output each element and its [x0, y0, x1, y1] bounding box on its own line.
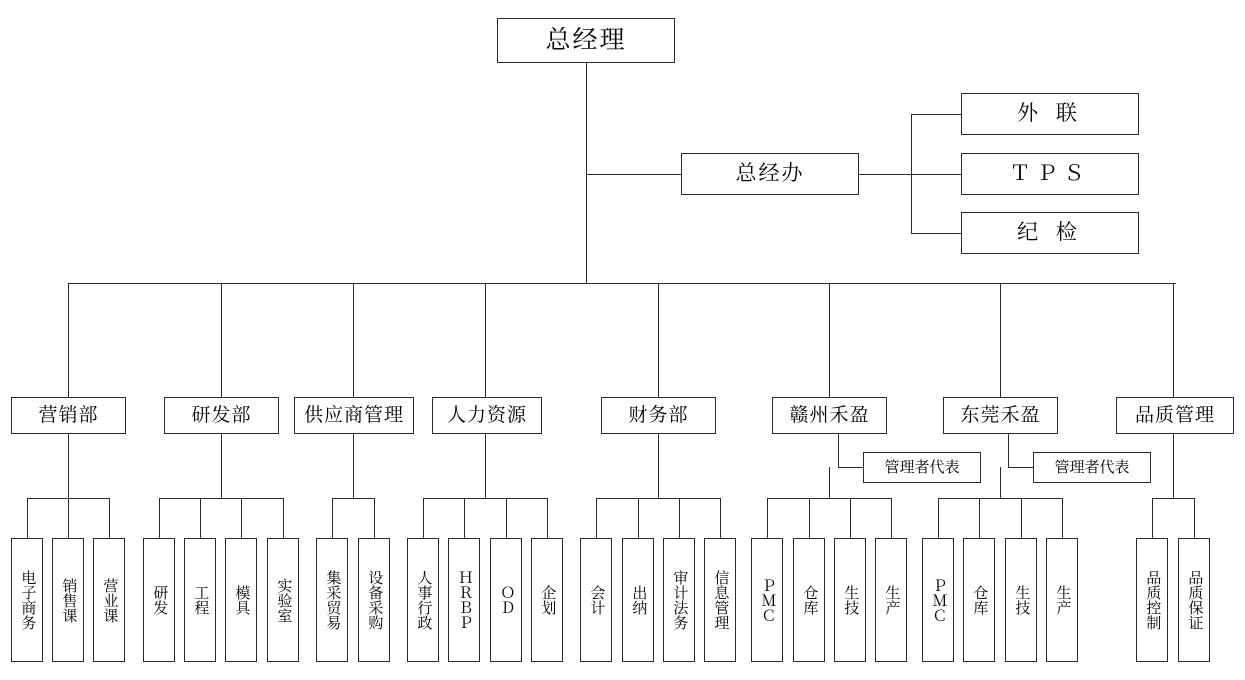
node-label: 人力资源 [446, 404, 527, 426]
node-equipment-purchasing[interactable] [358, 538, 390, 662]
connector-quality-stem [1173, 434, 1174, 498]
node-tps[interactable] [961, 153, 1139, 195]
node-label: 营业课 [101, 577, 119, 623]
node-sales-section[interactable] [52, 538, 84, 662]
connector-ganzhou-leaf-3 [850, 498, 851, 538]
node-label: 模具 [233, 585, 251, 615]
node-external-relations[interactable] [961, 93, 1139, 135]
connector-rd-leaf-4 [283, 498, 284, 538]
node-label: 销售课 [60, 577, 78, 623]
connector-ganzhou-bus [767, 498, 891, 499]
node-cashier[interactable] [622, 538, 654, 662]
node-label: ＨＲＢＰ [456, 570, 474, 630]
connector-dongguan-leaf-1 [938, 498, 939, 538]
node-dept-rd[interactable] [164, 397, 279, 434]
node-information-management[interactable] [704, 538, 736, 662]
node-label: 仓库 [801, 585, 819, 615]
node-label: 总经办 [735, 161, 805, 185]
node-audit-legal[interactable] [663, 538, 695, 662]
connector-rd-leaf-2 [200, 498, 201, 538]
connector-ganzhou-leaf-2 [809, 498, 810, 538]
node-label: 电子商务 [19, 570, 37, 630]
connector-bus-to-wailian [911, 114, 961, 115]
node-dept-quality-management[interactable] [1116, 397, 1234, 434]
connector-supplier-stem [353, 434, 354, 498]
connector-gm-to-gmo [586, 174, 681, 175]
node-discipline-inspection[interactable] [961, 212, 1139, 254]
connector-quality-leaf-1 [1152, 498, 1153, 538]
node-engineering[interactable] [184, 538, 216, 662]
connector-ganzhou-leaf-1 [767, 498, 768, 538]
connector-rd-leaf-1 [159, 498, 160, 538]
node-dept-supplier-management[interactable] [294, 397, 414, 434]
node-quality-assurance[interactable] [1178, 538, 1210, 662]
node-od[interactable] [490, 538, 522, 662]
connector-dept-bus [68, 283, 1176, 284]
connector-hr-leaf-3 [506, 498, 507, 538]
connector-hr-leaf-4 [547, 498, 548, 538]
connector-finance-leaf-4 [720, 498, 721, 538]
connector-drop-quality [1173, 283, 1174, 397]
node-label: 仓库 [971, 585, 989, 615]
connector-bus-to-tps [911, 174, 961, 175]
node-gm-office[interactable] [681, 153, 859, 195]
connector-drop-rd [221, 283, 222, 397]
connector-ganzhou-rep-link [838, 467, 863, 468]
node-dongguan-pmc[interactable] [922, 538, 954, 662]
connector-hr-stem [485, 434, 486, 498]
node-ganzhou-warehouse[interactable] [793, 538, 825, 662]
node-label: 管理者代表 [1054, 458, 1130, 476]
node-label: 生产 [883, 585, 901, 615]
connector-quality-leaf-2 [1194, 498, 1195, 538]
connector-gm-trunk [586, 62, 587, 283]
node-label: 审计法务 [671, 570, 689, 630]
node-label: 生技 [842, 585, 860, 615]
node-label: 品质控制 [1144, 570, 1162, 630]
node-ganzhou-pmc[interactable] [751, 538, 783, 662]
node-label: 研发部 [191, 404, 252, 426]
node-quality-control[interactable] [1136, 538, 1168, 662]
node-management-representative-dongguan[interactable] [1033, 452, 1151, 483]
node-corporate-planning[interactable] [531, 538, 563, 662]
connector-drop-dongguan [1000, 283, 1001, 397]
node-dept-dongguan-heying[interactable] [943, 397, 1058, 434]
connector-marketing-leaf-1 [27, 498, 28, 538]
node-label: 工程 [192, 585, 210, 615]
node-label: 实验室 [275, 577, 293, 623]
node-business-section[interactable] [93, 538, 125, 662]
node-mould[interactable] [225, 538, 257, 662]
node-label: 外 联 [1017, 101, 1083, 125]
connector-supplier-leaf-2 [374, 498, 375, 538]
connector-rd-leaf-3 [241, 498, 242, 538]
node-label: ＰＭＣ [930, 577, 948, 623]
node-dongguan-production[interactable] [1046, 538, 1078, 662]
connector-dongguan-bus [938, 498, 1062, 499]
connector-dongguan-leaf-4 [1062, 498, 1063, 538]
connector-dongguan-stem [1000, 467, 1001, 498]
node-accounting[interactable] [580, 538, 612, 662]
connector-hr-leaf-2 [464, 498, 465, 538]
node-research-development[interactable] [143, 538, 175, 662]
connector-dongguan-leaf-3 [1021, 498, 1022, 538]
node-label: 集采贸易 [324, 570, 342, 630]
node-ecommerce[interactable] [11, 538, 43, 662]
node-label: 营销部 [38, 404, 99, 426]
node-label: 总经理 [545, 26, 627, 55]
connector-ganzhou-stem [829, 467, 830, 498]
connector-supplier-leaf-1 [332, 498, 333, 538]
node-dongguan-production-technology[interactable] [1005, 538, 1037, 662]
node-label: 企划 [539, 585, 557, 615]
connector-hr-leaf-1 [423, 498, 424, 538]
connector-ganzhou-to-rep [838, 434, 839, 467]
node-label: 财务部 [628, 404, 689, 426]
connector-dongguan-rep-link [1008, 467, 1033, 468]
node-label: ＴＰＳ [1009, 161, 1091, 185]
node-dept-ganzhou-heying[interactable] [772, 397, 887, 434]
connector-drop-finance [658, 283, 659, 397]
node-label: 品质保证 [1186, 570, 1204, 630]
connector-drop-hr [485, 283, 486, 397]
node-label: 赣州禾盈 [789, 404, 870, 426]
node-label: 生产 [1054, 585, 1072, 615]
node-label: 供应商管理 [303, 404, 404, 426]
connector-finance-leaf-3 [679, 498, 680, 538]
node-label: 管理者代表 [884, 458, 960, 476]
node-hrbp[interactable] [448, 538, 480, 662]
node-label: ＯＤ [498, 585, 516, 615]
node-laboratory[interactable] [267, 538, 299, 662]
connector-hr-bus [423, 498, 547, 499]
connector-rd-stem [221, 434, 222, 498]
node-label: 信息管理 [712, 570, 730, 630]
node-general-manager[interactable] [497, 18, 675, 63]
connector-quality-bus [1152, 498, 1194, 499]
node-label: 品质管理 [1134, 404, 1215, 426]
connector-drop-supplier [353, 283, 354, 397]
connector-rd-bus [159, 498, 283, 499]
node-label: 人事行政 [415, 570, 433, 630]
connector-finance-leaf-1 [596, 498, 597, 538]
connector-ganzhou-leaf-4 [891, 498, 892, 538]
node-dept-marketing[interactable] [11, 397, 126, 434]
connector-marketing-leaf-3 [109, 498, 110, 538]
connector-bus-to-jijian [911, 233, 961, 234]
node-management-representative-ganzhou[interactable] [863, 452, 981, 483]
node-ganzhou-production[interactable] [875, 538, 907, 662]
node-label: 出纳 [630, 585, 648, 615]
node-label: 东莞禾盈 [960, 404, 1041, 426]
node-hr-administration[interactable] [407, 538, 439, 662]
connector-dongguan-to-rep [1008, 434, 1009, 467]
node-label: 生技 [1013, 585, 1031, 615]
node-label: 设备采购 [366, 570, 384, 630]
connector-drop-marketing [68, 283, 69, 397]
node-dept-human-resources[interactable] [432, 397, 542, 434]
node-ganzhou-production-technology[interactable] [834, 538, 866, 662]
connector-gmo-to-bus [859, 174, 911, 175]
connector-drop-ganzhou [829, 283, 830, 397]
node-label: 纪 检 [1017, 220, 1083, 244]
node-dept-finance[interactable] [601, 397, 716, 434]
node-label: ＰＭＣ [759, 577, 777, 623]
connector-finance-stem [658, 434, 659, 498]
connector-supplier-bus [332, 498, 374, 499]
node-centralized-purchasing-trade[interactable] [316, 538, 348, 662]
node-label: 研发 [151, 585, 169, 615]
node-dongguan-warehouse[interactable] [963, 538, 995, 662]
node-label: 会计 [588, 585, 606, 615]
connector-finance-leaf-2 [638, 498, 639, 538]
connector-finance-bus [596, 498, 720, 499]
connector-dongguan-leaf-2 [979, 498, 980, 538]
connector-marketing-leaf-2 [68, 498, 69, 538]
connector-marketing-stem [68, 434, 69, 498]
